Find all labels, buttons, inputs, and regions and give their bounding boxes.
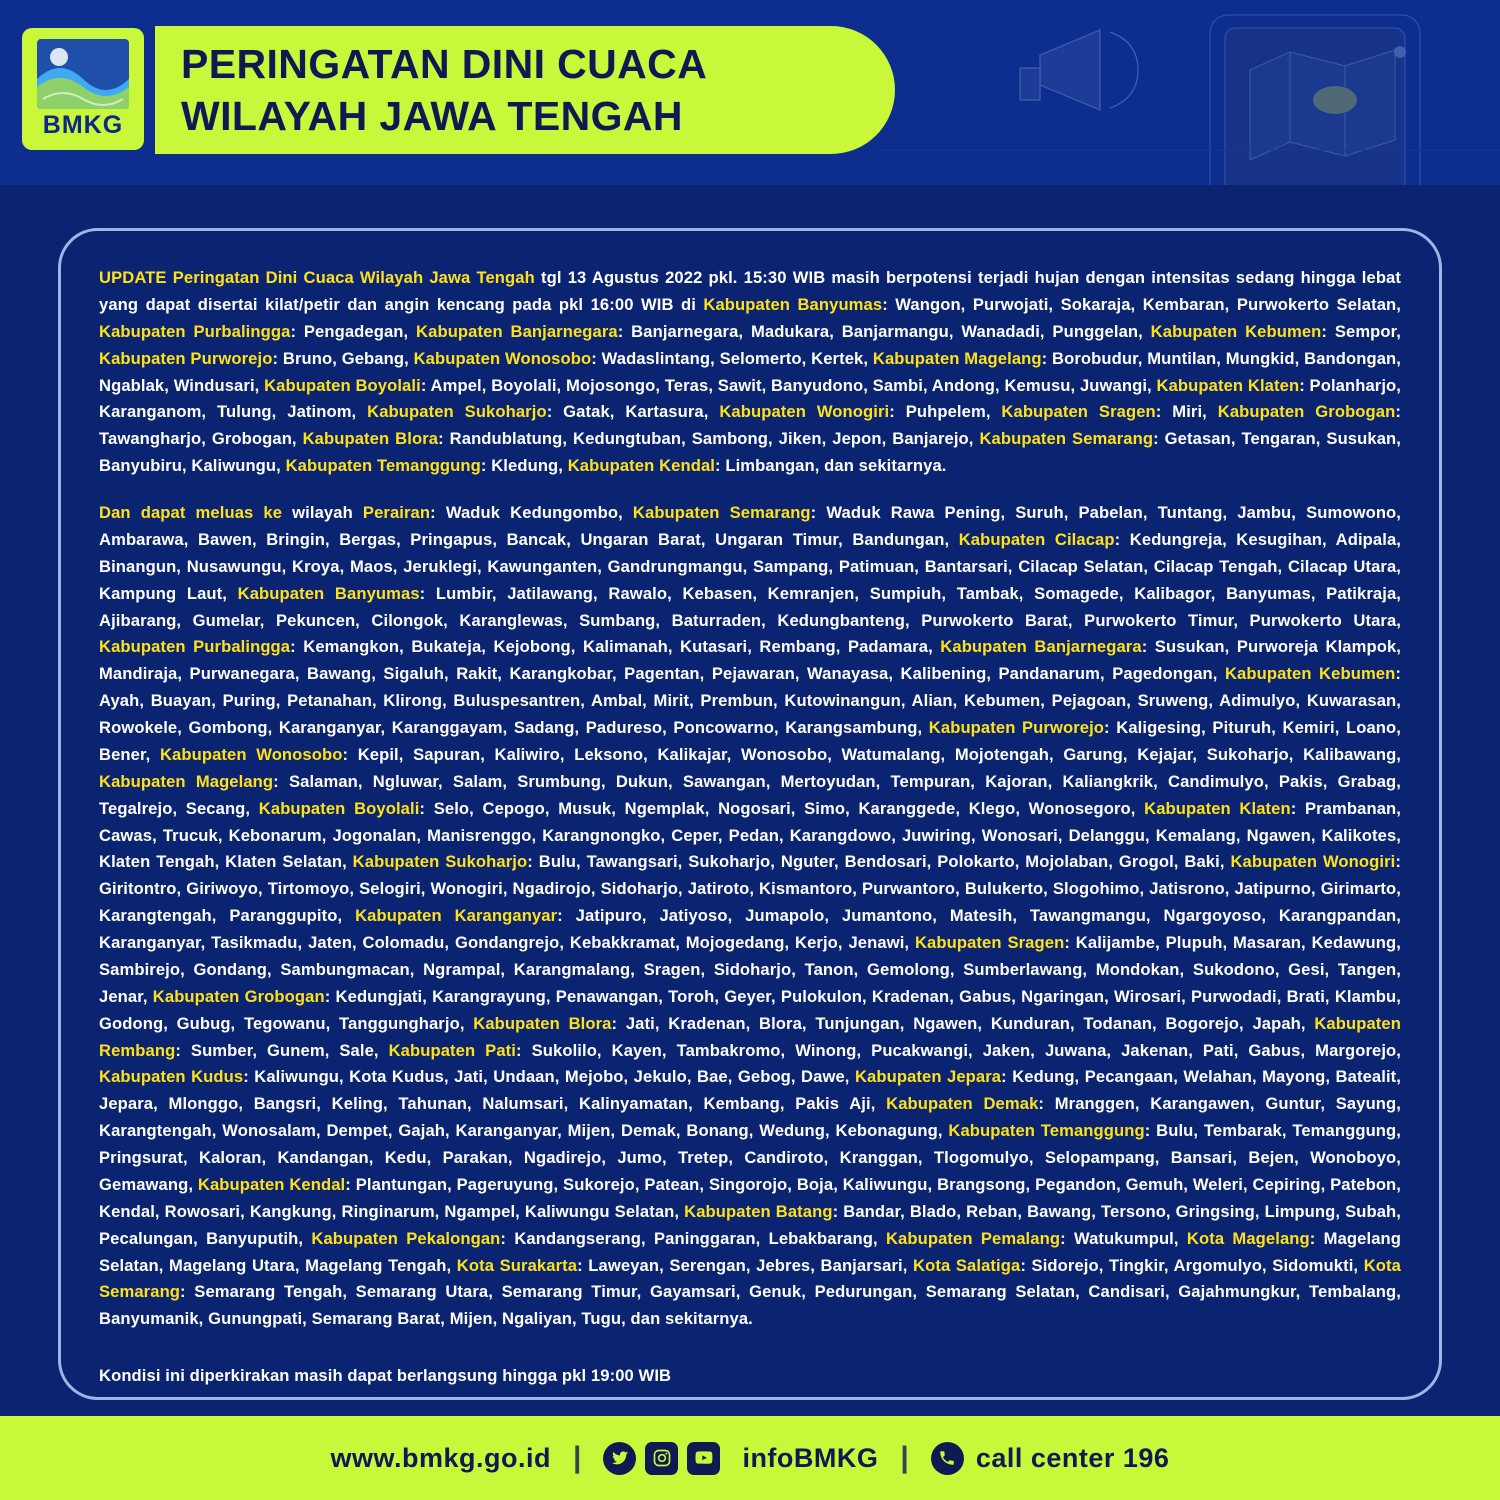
text-run: : Susukan, Purworeja Klampok, Mandiraja, Purwanegara, Bawang, Sigaluh, Rakit, Karangkobar, Pagentan, Pejawaran, Wanayasa, Kalibening, Pandanarum, Pagedongan, (99, 637, 1401, 684)
text-run: : Semarang Tengah, Semarang Utara, Semarang Timur, Gayamsari, Genuk, Pedurungan, Semarang Selatan, Candisari, Gajahmungkur, Tembalang, Banyumanik, Gunungpati, Semarang Barat, Mijen, Ngaliyan, Tugu, dan sekitarnya. (99, 1282, 1401, 1329)
text-run: : Bulu, Tawangsari, Sukoharjo, Nguter, Bendosari, Polokarto, Mojolaban, Grogol, Baki, (527, 852, 1231, 872)
region-name: Kota Salatiga (913, 1255, 1021, 1275)
region-name: Kabupaten Banyumas (237, 583, 420, 603)
bmkg-logo (22, 28, 144, 150)
region-name: Kabupaten Pekalongan (311, 1228, 501, 1248)
region-name: Kabupaten Kendal (567, 456, 715, 476)
region-name: Kabupaten Purbalingga (99, 637, 291, 657)
region-name: Kabupaten Karanganyar (355, 906, 558, 926)
text-run: : Plantungan, Pageruyung, Sukorejo, Patean, Singorojo, Boja, Kaliwungu, Brangsong, Pegandon, Gemuh, Weleri, Cepiring, Patebon, Kendal, Rowosari, Kangkung, Ringinarum, Ngampel, Kaliwungu Selatan, (99, 1174, 1401, 1221)
megaphone-and-map-illustration (880, 0, 1500, 185)
text-run: : Kandangserang, Paninggaran, Lebakbarang, (500, 1228, 886, 1248)
title-line-1: PERINGATAN DINI CUACA (181, 40, 708, 87)
region-name: Kabupaten Jepara (854, 1067, 1002, 1087)
text-run: : Lumbir, Jatilawang, Rawalo, Kebasen, Kemranjen, Sumpiuh, Tambak, Somagede, Kalibagor, Banyumas, Patikraja, Ajibarang, Gumelar, Pekuncen, Cilongok, Karanglewas, Sumbang, Baturraden, Kedungbanteng, Purwokerto Barat, Purwokerto Timur, Purwokerto Utara, (99, 583, 1401, 630)
region-name: Kota Magelang (1186, 1228, 1310, 1248)
region-name: Kabupaten Rembang (99, 1013, 1401, 1060)
region-name: Kabupaten Boyolali (258, 798, 420, 818)
text-run: : Wangon, Purwojati, Sokaraja, Kembaran, Purwokerto Selatan, (882, 294, 1401, 314)
region-name: Kabupaten Wonogiri (1230, 852, 1396, 872)
text-run: : Bandar, Blado, Reban, Bawang, Tersono, Gringsing, Limpung, Subah, Pecalungan, Banyuputih, (99, 1201, 1402, 1248)
region-name: Kabupaten Grobogan (152, 986, 325, 1006)
region-name: Kabupaten Pemalang (885, 1228, 1061, 1248)
phone-icon (931, 1442, 964, 1475)
text-run: : Kedungreja, Kesugihan, Adipala, Binangun, Nusawungu, Kroya, Maos, Jeruklegi, Kawunganten, Gandrungmangu, Sampang, Patimuan, Bantarsari, Cilacap Selatan, Cilacap Tengah, Cilacap Utara, Kampung Laut, (99, 529, 1401, 603)
region-name: Kabupaten Temanggung (285, 456, 481, 476)
region-name: Kabupaten Kebumen (1224, 664, 1396, 684)
text-run: : Sempor, (1321, 321, 1402, 341)
footer-separator-right: | (900, 1441, 909, 1474)
text-run: : Kepil, Sapuran, Kaliwiro, Leksono, Kalikajar, Wonosobo, Watumalang, Mojotengah, Garung, Kejajar, Sukoharjo, Kalibawang, (342, 744, 1402, 764)
text-run: : Kalijambe, Plupuh, Masaran, Kedawung, Sambirejo, Gondang, Sambungmacan, Ngrampal, Karangmalang, Sragen, Sidoharjo, Tanon, Gemolong, Sumberlawang, Mondokan, Sukodono, Gesi, Tangen, Jenar, (99, 933, 1401, 1006)
region-name: Kabupaten Banyumas (703, 294, 883, 314)
text-run: : Ayah, Buayan, Puring, Petanahan, Klirong, Buluspesantren, Ambal, Mirit, Prembun, Kutowinangun, Alian, Kebumen, Pejagoan, Sruweng, Adimulyo, Kuwarasan, Rowokele, Gombong, Karanganyar, Karanggayam, Sadang, Padureso, Poncowarno, Karangsambung, (99, 664, 1401, 737)
text-run: : Miri, (1155, 402, 1218, 422)
text-run: : Sukolilo, Kayen, Tambakromo, Winong, Pucakwangi, Jaken, Juwana, Jakenan, Pati, Gabus, Margorejo, (516, 1040, 1401, 1060)
text-run: : Bulu, Tembarak, Temanggung, Pringsurat, Kaloran, Kandangan, Kedu, Parakan, Ngadirejo, Jumo, Tretep, Candiroto, Kranggan, Tlogomulyo, Selopampang, Bansari, Bejen, Wonoboyo, Gemawang, (99, 1121, 1401, 1194)
text-run: wilayah (282, 503, 363, 522)
region-name: Kabupaten Blora (473, 1013, 612, 1033)
text-run: : Puhpelem, (889, 402, 1002, 422)
page-title (155, 26, 895, 154)
region-name: Kabupaten Klaten (1156, 375, 1300, 395)
region-name: Kabupaten Pati (388, 1040, 517, 1060)
text-run: : Laweyan, Serengan, Jebres, Banjarsari, (577, 1255, 914, 1275)
region-name: Kabupaten Banjarnegara (940, 637, 1142, 657)
instagram-icon[interactable] (645, 1442, 678, 1475)
page-header (0, 0, 1500, 185)
region-name: Kabupaten Kendal (197, 1174, 346, 1194)
text-run: : Waduk Rawa Pening, Suruh, Pabelan, Tuntang, Jambu, Sumowono, Ambarawa, Bawen, Bringin, Bergas, Pringapus, Bancak, Ungaran Barat, Ungaran Timur, Bandungan, (99, 503, 1401, 549)
text-run: : Borobudur, Muntilan, Mungkid, Bandongan, Ngablak, Windusari, (99, 348, 1401, 395)
text-run: : Pengadegan, (290, 321, 417, 341)
twitter-icon[interactable] (603, 1442, 636, 1475)
region-name: Kabupaten Grobogan (1217, 402, 1396, 422)
region-name: Perairan (362, 503, 431, 522)
text-run: : Gatak, Kartasura, (546, 402, 720, 422)
bmkg-logo-text: BMKG (42, 110, 124, 139)
title-line-2: WILAYAH JAWA TENGAH (181, 93, 683, 139)
text-run: : Polanharjo, Karanganom, Tulung, Jatinom, (99, 375, 1401, 422)
social-icons (603, 1442, 720, 1475)
region-name: Kabupaten Temanggung (948, 1121, 1145, 1141)
region-name: Kabupaten Semarang (979, 429, 1154, 449)
text-run: : Kedungjati, Karangrayung, Penawangan, Toroh, Geyer, Pulokulon, Kradenan, Gabus, Ngaringan, Wirosari, Purwodadi, Brati, Klambu, Godong, Gubug, Tegowanu, Tanggungharjo, (99, 986, 1401, 1033)
region-name: Kabupaten Batang (684, 1201, 833, 1221)
text-run: : Waduk Kedungombo, (430, 503, 633, 522)
text-run: : Tawangharjo, Grobogan, (99, 402, 1401, 449)
region-name: Kabupaten Demak (886, 1094, 1039, 1114)
region-name: Kabupaten Boyolali (264, 375, 421, 395)
text-run: : Giritontro, Giriwoyo, Tirtomoyo, Selogiri, Wonogiri, Ngadirojo, Sidoharjo, Jatiroto, Kismantoro, Purwantoro, Bulukerto, Slogohimo, Jatisrono, Jatipurno, Girimarto, Karangtengah, Paranggupito, (99, 852, 1401, 926)
region-name: Kota Semarang (99, 1255, 1401, 1302)
text-run: : Prambanan, Cawas, Trucuk, Kebonarum, Jogonalan, Manisrenggo, Karangnongko, Ceper, Pedan, Karangdowo, Juwiring, Wonosari, Delanggu, Kemalang, Ngawen, Kalikotes, Klaten Tengah, Klaten Selatan, (99, 798, 1401, 872)
region-name: UPDATE Peringatan Dini Cuaca Wilayah Jawa Tengah (99, 268, 535, 287)
warning-paragraph-extended (99, 500, 1401, 1333)
text-run: : Kledung, (480, 456, 568, 476)
text-run: : Bruno, Gebang, (272, 348, 414, 368)
closing-note: Kondisi ini diperkirakan masih dapat berlangsung hingga pkl 19:00 WIB (99, 1366, 672, 1386)
region-name: Kabupaten Sukoharjo (352, 852, 528, 872)
text-run: : Getasan, Tengaran, Susukan, Banyubiru, Kaliwungu, (99, 429, 1401, 476)
region-name: Kabupaten Blora (302, 429, 439, 449)
region-name: Kabupaten Cilacap (958, 529, 1115, 549)
social-handle: infoBMKG (742, 1442, 879, 1473)
call-center-label: call center 196 (975, 1442, 1170, 1473)
text-run: : Wadaslintang, Selomerto, Kertek, (591, 348, 873, 368)
call-center (931, 1442, 1170, 1475)
text-run: : Sumber, Gunem, Sale, (175, 1040, 389, 1060)
text-run: : Kaligesing, Pituruh, Kemiri, Loano, Bener, (99, 718, 1401, 764)
text-run: : Jati, Kradenan, Blora, Tunjungan, Ngawen, Kunduran, Todanan, Bogorejo, Japah, (611, 1013, 1315, 1033)
region-name: Kabupaten Wonogiri (719, 402, 890, 422)
region-name: Kabupaten Magelang (99, 771, 274, 791)
text-run: : Randublatung, Kedungtuban, Sambong, Jiken, Jepon, Banjarejo, (438, 429, 980, 449)
text-run: tgl 13 Agustus 2022 pkl. 15:30 WIB masih berpotensi terjadi hujan dengan intensitas sedang hingga lebat yang dapat disertai kilat/petir dan angin kencang pada pkl 16:00 WIB di (99, 268, 1402, 314)
text-run: : Mranggen, Karangawen, Guntur, Sayung, Karangtengah, Wonosalam, Dempet, Gajah, Karanganyar, Mijen, Demak, Bonang, Wedung, Kebonagung, (99, 1094, 1401, 1141)
text-run: : Selo, Cepogo, Musuk, Ngemplak, Nogosari, Simo, Karanggede, Klego, Wonosegoro, (419, 798, 1145, 818)
region-name: Kabupaten Sragen (914, 933, 1065, 952)
youtube-icon[interactable] (687, 1442, 720, 1475)
region-name: Kabupaten Purbalingga (99, 321, 291, 341)
region-name: Kabupaten Banjarnegara (416, 321, 618, 341)
region-name: Kabupaten Purworejo (99, 348, 273, 368)
region-name: Kabupaten Wonosobo (413, 348, 592, 368)
text-run: : Kemangkon, Bukateja, Kejobong, Kalimanah, Kutasari, Rembang, Padamara, (290, 637, 941, 657)
text-run: : Watukumpul, (1060, 1228, 1187, 1248)
bmkg-logo-icon (37, 39, 129, 109)
text-run: : Magelang Selatan, Magelang Utara, Magelang Tengah, (99, 1228, 1401, 1275)
region-name: Kabupaten Klaten (1144, 798, 1291, 818)
region-name: Kabupaten Purworejo (928, 718, 1105, 737)
region-name: Kabupaten Kebumen (1150, 321, 1322, 341)
text-run: : Kedung, Pecangaan, Welahan, Mayong, Batealit, Jepara, Mlonggo, Bangsri, Keling, Tahunan, Nalumsari, Kalinyamatan, Kembang, Pakis Aji, (99, 1067, 1402, 1114)
text-run: : Salaman, Ngluwar, Salam, Srumbung, Dukun, Sawangan, Mertoyudan, Tempuran, Kajoran, Kaliangkrik, Candimulyo, Pakis, Grabag, Tegalrejo, Secang, (99, 771, 1401, 818)
region-name: Kabupaten Sukoharjo (367, 402, 547, 422)
region-name: Dan dapat meluas ke (99, 503, 283, 522)
region-name: Kabupaten Wonosobo (159, 744, 343, 764)
region-name: Kabupaten Kudus (99, 1067, 244, 1087)
text-run: : Jatipuro, Jatiyoso, Jumapolo, Jumantono, Matesih, Tawangmangu, Ngargoyoso, Karangpandan, Karanganyar, Tasikmadu, Jaten, Colomadu, Gondangrejo, Kebakkramat, Mojogedang, Kerjo, Jenawi, (99, 906, 1401, 952)
region-name: Kabupaten Magelang (872, 348, 1042, 368)
page-footer (0, 1416, 1500, 1500)
text-run: : Kaliwungu, Kota Kudus, Jati, Undaan, Mejobo, Jekulo, Bae, Gebog, Dawe, (243, 1067, 855, 1087)
website-link[interactable]: www.bmkg.go.id (330, 1442, 552, 1473)
warning-content-card (58, 228, 1442, 1400)
text-run: : Banjarnegara, Madukara, Banjarmangu, Wanadadi, Punggelan, (617, 321, 1151, 341)
text-run: : Sidorejo, Tingkir, Argomulyo, Sidomukti, (1020, 1255, 1364, 1275)
footer-separator-left: | (573, 1441, 582, 1474)
region-name: Kabupaten Sragen (1001, 402, 1156, 422)
region-name: Kota Surakarta (456, 1255, 578, 1275)
region-name: Kabupaten Semarang (632, 503, 811, 522)
text-run: : Ampel, Boyolali, Mojosongo, Teras, Sawit, Banyudono, Sambi, Andong, Kemusu, Juwangi, (420, 375, 1157, 395)
text-run: : Limbangan, dan sekitarnya. (715, 456, 947, 476)
warning-paragraph-primary (99, 265, 1401, 480)
